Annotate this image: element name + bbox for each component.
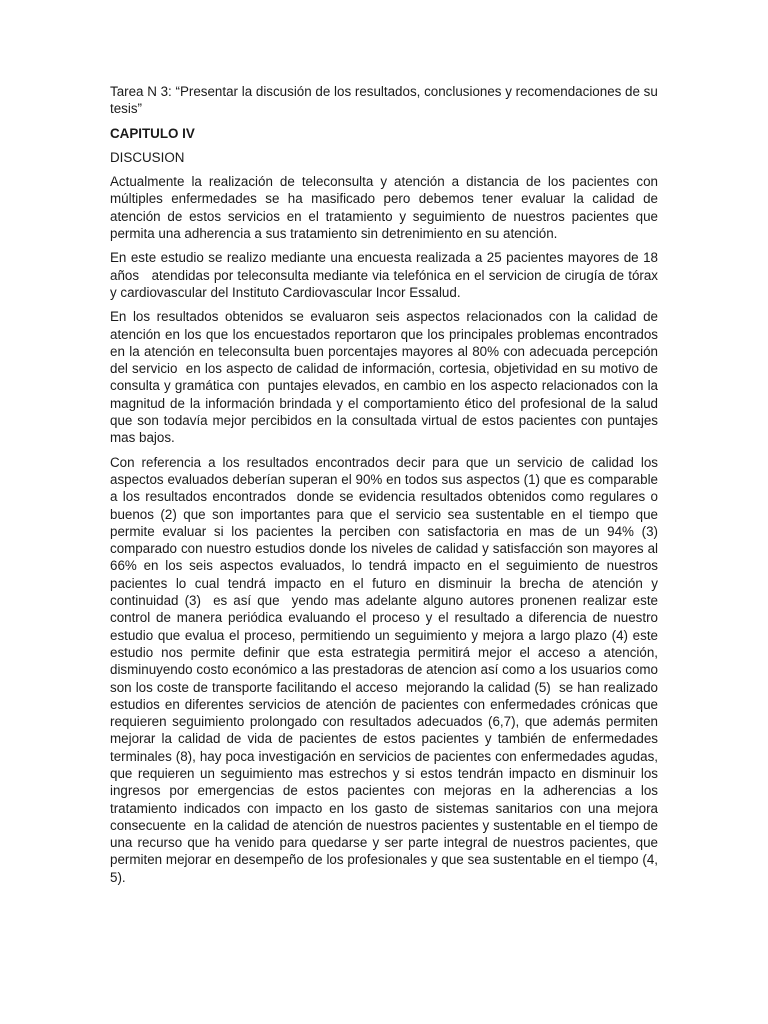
- chapter-heading: CAPITULO IV: [110, 125, 195, 141]
- task-title: Tarea N 3: “Presentar la discusión de los resultados, conclusiones y recomendaciones de su tesis”: [110, 84, 658, 117]
- document-page: [110, 83, 666, 893]
- paragraph-method: En este estudio se realizo mediante una encuesta realizada a 25 pacientes mayores de 18 años atendidas por teleconsulta mediante via telefónica en el servicion de cirugía de tórax y cardiovascular del Instituto Cardiovascular Incor Essalud.: [110, 250, 662, 300]
- paragraph-intro: Actualmente la realización de teleconsulta y atención a distancia de los pacientes con múltiples enfermedades se ha masificado pero debemos tener evaluar la calidad de atención de estos servicios en el tratamiento y seguimiento de nuestros pacientes que permita una adherencia a sus tratamiento sin detrenimiento en su atención.: [110, 174, 662, 242]
- section-heading: DISCUSION: [110, 149, 185, 165]
- paragraph-results: En los resultados obtenidos se evaluaron seis aspectos relacionados con la calidad de atención en los que los encuestados reportaron que los principales problemas encontrados en la atención en teleconsulta buen porcentajes mayores al 80% con adecuada percepción del servicio en los aspecto de calidad de información, cortesia, objetividad en su motivo de consulta y gramática con puntajes elevados, en cambio en los aspecto relacionados con la magnitud de la información brindada y el comportamiento ético del profesional de la salud que son todavía mejor percibidos en la consultada virtual de estos pacientes con puntajes mas bajos.: [110, 309, 666, 446]
- paragraph-discussion: Con referencia a los resultados encontrados decir para que un servicio de calidad los aspectos evaluados deberían superan el 90% en todos sus aspectos (1) que es comparable a los resultados encontrados donde se evidencia resultados obtenidos como regulares o buenos (2) que son importantes para que el servicio sea sustentable en el tiempo que permite evaluar si los pacientes la perciben con satisfactoria en mas de un 94% (3) comparado con nuestro estudios donde los niveles de calidad y satisfacción son mayores al 66% en los seis aspectos evaluados, lo tendrá impacto en el seguimiento de nuestros pacientes lo cual tendrá impacto en el futuro en disminuir la brecha de atención y continuidad (3) es así que yendo mas adelante alguno autores pronenen realizar este control de manera periódica evaluando el proceso y el resultado a diferencia de nuestro estudio que evalua el proceso, permitiendo un seguimiento y mejora a largo plazo (4) este estudio nos permite definir que esta estrategia permitirá mejor el acceso a atención, disminuyendo costo económico a las prestadoras de atencion así como a los usuarios como son los coste de transporte facilitando el acceso mejorando la calidad (5) se han realizado estudios en diferentes servicios de atención de pacientes con enfermedades crónicas que requieren seguimiento prolongado con resultados adecuados (6,7), que además permiten mejorar la calidad de vida de pacientes de estos pacientes y también de enfermedades terminales (8), hay poca investigación en servicios de pacientes con enfermedades agudas, que requieren un seguimiento mas estrechos y si estos tendrán impacto en disminuir los ingresos por emergencias de estos pacientes con mejoras en la adherencias a los tratamiento indicados con impacto en los gasto de sistemas sanitarios con una mejora consecuente en la calidad de atención de nuestros pacientes y sustentable en el tiempo de una recurso que ha venido para quedarse y ser parte integral de nuestros pacientes, que permiten mejorar en desempeño de los profesionales y que sea sustentable en el tiempo (4, 5).: [110, 454, 666, 885]
